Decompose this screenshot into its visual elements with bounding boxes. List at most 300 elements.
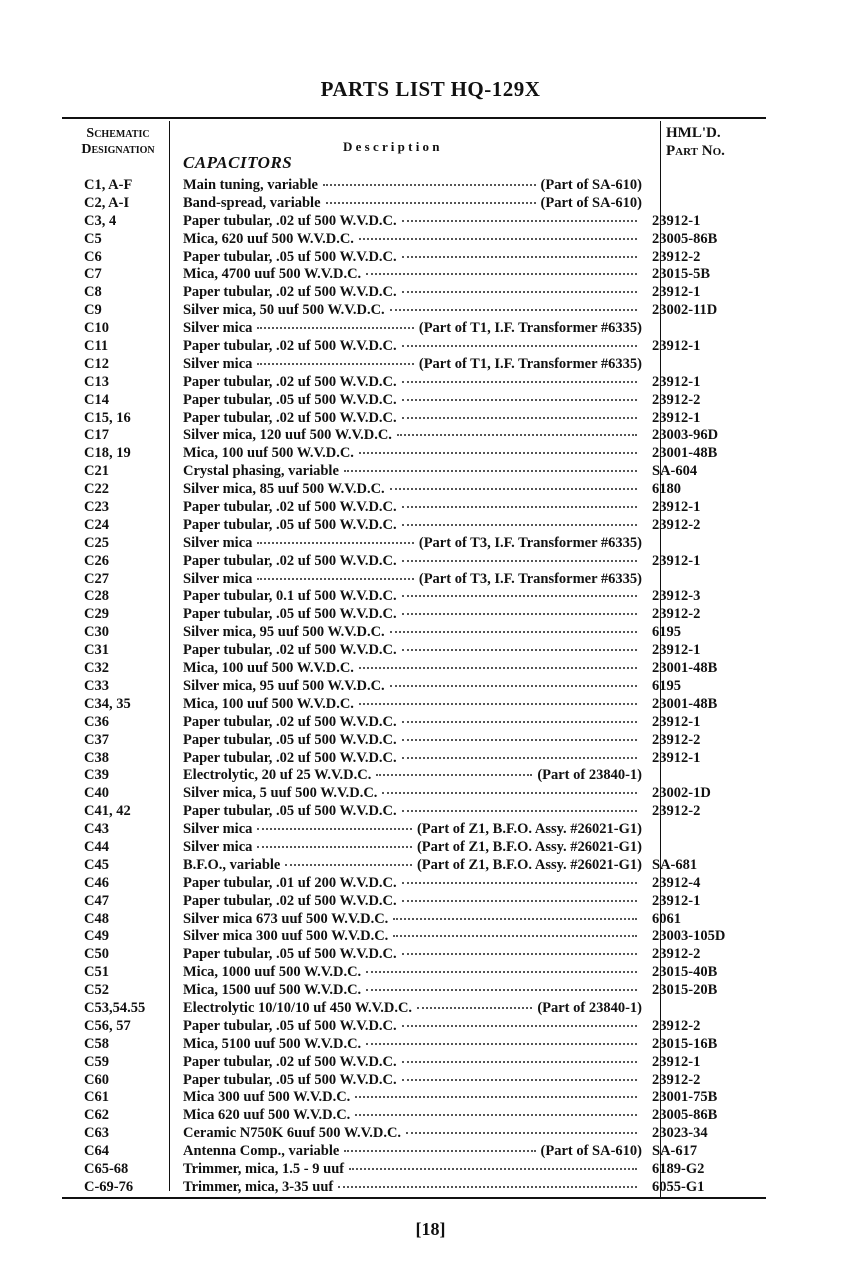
table-row (62, 588, 766, 606)
category-heading: CAPACITORS (183, 153, 293, 172)
designation-cell: C10 (84, 320, 109, 337)
description-text: Antenna Comp., variable (183, 1143, 340, 1160)
part-number-cell: 23912-1 (652, 642, 701, 659)
designation-cell: C30 (84, 624, 109, 641)
dot-leader (402, 810, 637, 812)
description-cell (170, 249, 648, 267)
dot-leader (344, 470, 637, 472)
designation-cell: C17 (84, 427, 109, 444)
description-text: Ceramic N750K 6uuf 500 W.V.D.C. (183, 1125, 402, 1142)
description-text: Paper tubular, .02 uf 500 W.V.D.C. (183, 373, 397, 390)
dot-leader (390, 488, 637, 490)
description-text: Mica, 100 uuf 500 W.V.D.C. (183, 660, 354, 677)
dot-leader (402, 291, 637, 293)
part-number-cell: 23912-1 (652, 409, 701, 426)
description-note: (Part of T3, I.F. Transformer #6335) (418, 534, 642, 551)
table-row (62, 266, 766, 284)
table-row (62, 320, 766, 338)
description-text: Mica, 5100 uuf 500 W.V.D.C. (183, 1035, 362, 1052)
part-number-cell (648, 195, 766, 213)
part-number-cell (648, 571, 766, 589)
dot-leader (402, 524, 637, 526)
table-row (62, 284, 766, 302)
table-row (62, 195, 766, 213)
part-number-cell: 23912-1 (652, 552, 701, 569)
dot-leader (417, 1007, 532, 1009)
description-text: Silver mica 300 uuf 500 W.V.D.C. (183, 928, 389, 945)
designation-cell: C1, A-F (84, 177, 133, 193)
part-number-cell: SA-604 (652, 463, 698, 480)
description-header: D e s c r i p t i o n (343, 139, 440, 154)
description-cell (170, 1161, 648, 1179)
designation-cell: C2, A-I (84, 194, 130, 211)
designation-cell: C44 (84, 838, 109, 855)
part-number-cell: 23912-2 (652, 1071, 701, 1088)
designation-cell: C61 (84, 1089, 109, 1106)
part-number-cell: 23005-86B (652, 1107, 718, 1124)
part-number-cell: 23912-4 (652, 874, 701, 891)
designation-header-line2: Designation (81, 142, 155, 157)
dot-leader (402, 345, 637, 347)
part-number-cell (648, 767, 766, 785)
table-row (62, 1143, 766, 1161)
table-row (62, 249, 766, 267)
table-row (62, 946, 766, 964)
designation-cell: C7 (84, 266, 102, 283)
description-note: (Part of SA-610) (540, 194, 642, 211)
description-note: (Part of Z1, B.F.O. Assy. #26021-G1) (416, 838, 642, 855)
parts-table (62, 177, 766, 1197)
dot-leader (402, 721, 637, 723)
dot-leader (355, 1114, 637, 1116)
part-number-cell: 23015-20B (652, 982, 718, 999)
table-row (62, 893, 766, 911)
part-number-cell: 23003-96D (652, 427, 719, 444)
table-row (62, 517, 766, 535)
table-row (62, 231, 766, 249)
part-number-cell: 23015-16B (652, 1035, 718, 1052)
part-number-cell (648, 1000, 766, 1018)
designation-cell: C31 (84, 642, 109, 659)
description-note: (Part of T1, I.F. Transformer #6335) (418, 320, 642, 337)
description-text: Paper tubular, .02 uf 500 W.V.D.C. (183, 409, 397, 426)
description-cell (170, 732, 648, 750)
description-cell (170, 893, 648, 911)
dot-leader (402, 1079, 637, 1081)
designation-cell: C12 (84, 355, 109, 372)
designation-header-line1: Schematic (86, 126, 150, 141)
dot-leader (406, 1132, 637, 1134)
dot-leader (366, 273, 637, 275)
description-text: Paper tubular, .02 uf 500 W.V.D.C. (183, 499, 397, 516)
designation-cell: C58 (84, 1035, 109, 1052)
dot-leader (257, 578, 413, 580)
description-cell (170, 463, 648, 481)
designation-cell: C33 (84, 677, 109, 694)
description-text: Paper tubular, .02 uf 500 W.V.D.C. (183, 552, 397, 569)
dot-leader (402, 1025, 637, 1027)
designation-cell: C13 (84, 373, 109, 390)
description-cell (170, 767, 648, 785)
description-cell (170, 553, 648, 571)
part-no-header (666, 124, 725, 160)
designation-cell: C62 (84, 1107, 109, 1124)
description-text: Paper tubular, .02 uf 500 W.V.D.C. (183, 212, 397, 229)
description-cell (170, 1143, 648, 1161)
dot-leader (390, 309, 637, 311)
description-cell (170, 928, 648, 946)
description-text: Mica, 620 uuf 500 W.V.D.C. (183, 230, 354, 247)
description-text: Paper tubular, .05 uf 500 W.V.D.C. (183, 248, 397, 265)
part-number-cell: 23912-1 (652, 499, 701, 516)
description-text: Paper tubular, .02 uf 500 W.V.D.C. (183, 284, 397, 301)
dot-leader (257, 363, 413, 365)
designation-cell: C45 (84, 856, 109, 873)
description-cell (170, 1089, 648, 1107)
part-number-cell: 23005-86B (652, 230, 718, 247)
designation-cell: C43 (84, 821, 109, 838)
designation-cell: C41, 42 (84, 803, 131, 820)
designation-cell: C14 (84, 391, 109, 408)
description-text: B.F.O., variable (183, 856, 281, 873)
description-text: Main tuning, variable (183, 177, 318, 193)
designation-cell: C65-68 (84, 1160, 129, 1177)
description-text: Silver mica, 50 uuf 500 W.V.D.C. (183, 302, 385, 319)
table-row (62, 213, 766, 231)
description-note: (Part of 23840-1) (537, 999, 642, 1016)
description-text: Mica, 100 uuf 500 W.V.D.C. (183, 445, 354, 462)
description-text: Band-spread, variable (183, 194, 321, 211)
designation-cell: C15, 16 (84, 409, 131, 426)
part-number-cell: 23001-48B (652, 445, 718, 462)
description-note: (Part of T1, I.F. Transformer #6335) (418, 355, 642, 372)
dot-leader (402, 757, 637, 759)
description-text: Silver mica (183, 320, 253, 337)
dot-leader (366, 1043, 637, 1045)
part-number-cell: 23912-2 (652, 391, 701, 408)
table-row (62, 964, 766, 982)
description-text: Silver mica 673 uuf 500 W.V.D.C. (183, 910, 389, 927)
description-cell (170, 1000, 648, 1018)
table-row (62, 767, 766, 785)
description-cell (170, 517, 648, 535)
dot-leader (355, 1096, 637, 1098)
part-number-cell: 23912-2 (652, 606, 701, 623)
dot-leader (338, 1186, 637, 1188)
part-number-cell: 6055-G1 (652, 1178, 705, 1195)
description-text: Trimmer, mica, 1.5 - 9 uuf (183, 1160, 345, 1177)
dot-leader (393, 918, 637, 920)
description-cell (170, 284, 648, 302)
description-cell (170, 445, 648, 463)
dot-leader (402, 900, 637, 902)
dot-leader (359, 452, 637, 454)
designation-cell: C50 (84, 946, 109, 963)
description-text: Silver mica, 95 uuf 500 W.V.D.C. (183, 677, 385, 694)
designation-cell: C22 (84, 481, 109, 498)
table-row (62, 785, 766, 803)
description-cell (170, 964, 648, 982)
dot-leader (366, 971, 637, 973)
description-cell (170, 696, 648, 714)
designation-cell: C27 (84, 570, 109, 587)
description-note: (Part of Z1, B.F.O. Assy. #26021-G1) (416, 821, 642, 838)
part-number-cell: 23002-1D (652, 785, 711, 802)
description-text: Paper tubular, 0.1 uf 500 W.V.D.C. (183, 588, 397, 605)
dot-leader (390, 685, 637, 687)
description-cell (170, 1054, 648, 1072)
description-text: Mica, 1500 uuf 500 W.V.D.C. (183, 982, 362, 999)
description-cell (170, 821, 648, 839)
description-cell (170, 410, 648, 428)
part-number-cell: 23912-1 (652, 373, 701, 390)
designation-cell: C18, 19 (84, 445, 131, 462)
part-number-cell: 23912-2 (652, 248, 701, 265)
table-row (62, 553, 766, 571)
dot-leader (397, 434, 637, 436)
table-row (62, 642, 766, 660)
designation-cell: C40 (84, 785, 109, 802)
part-number-cell: 23912-1 (652, 1053, 701, 1070)
part-number-cell: 23912-1 (652, 713, 701, 730)
designation-cell: C59 (84, 1053, 109, 1070)
table-row (62, 911, 766, 929)
part-number-cell: 23912-1 (652, 284, 701, 301)
table-row (62, 732, 766, 750)
table-row (62, 427, 766, 445)
table-row (62, 1036, 766, 1054)
dot-leader (349, 1168, 637, 1170)
part-number-cell: 23001-48B (652, 695, 718, 712)
part-number-cell (648, 356, 766, 374)
table-row (62, 982, 766, 1000)
description-cell (170, 642, 648, 660)
table-row (62, 606, 766, 624)
table-row (62, 821, 766, 839)
dot-leader (257, 828, 412, 830)
description-text: Silver mica (183, 355, 253, 372)
dot-leader (323, 184, 536, 186)
description-cell (170, 946, 648, 964)
dot-leader (359, 238, 637, 240)
designation-cell: C46 (84, 874, 109, 891)
description-text: Paper tubular, .01 uf 200 W.V.D.C. (183, 874, 397, 891)
description-text: Mica, 1000 uuf 500 W.V.D.C. (183, 964, 362, 981)
description-text: Mica, 4700 uuf 500 W.V.D.C. (183, 266, 362, 283)
designation-cell: C49 (84, 928, 109, 945)
description-cell (170, 356, 648, 374)
description-text: Silver mica, 5 uuf 500 W.V.D.C. (183, 785, 378, 802)
designation-cell: C6 (84, 248, 102, 265)
description-note: (Part of 23840-1) (537, 767, 642, 784)
designation-cell: C64 (84, 1143, 109, 1160)
designation-cell: C63 (84, 1125, 109, 1142)
designation-cell: C21 (84, 463, 109, 480)
description-text: Paper tubular, .02 uf 500 W.V.D.C. (183, 642, 397, 659)
description-cell (170, 427, 648, 445)
part-number-cell: 23003-105D (652, 928, 726, 945)
table-row (62, 1125, 766, 1143)
designation-cell: C-69-76 (84, 1178, 134, 1195)
description-cell (170, 839, 648, 857)
table-row (62, 714, 766, 732)
part-number-cell: 23912-1 (652, 338, 701, 355)
part-number-cell: 23912-1 (652, 892, 701, 909)
designation-cell: C28 (84, 588, 109, 605)
description-text: Paper tubular, .05 uf 500 W.V.D.C. (183, 1017, 397, 1034)
description-cell (170, 302, 648, 320)
part-header-line1: HML'D. (666, 125, 721, 141)
description-text: Paper tubular, .05 uf 500 W.V.D.C. (183, 1071, 397, 1088)
description-text: Paper tubular, .02 uf 500 W.V.D.C. (183, 749, 397, 766)
description-text: Trimmer, mica, 3-35 uuf (183, 1178, 334, 1195)
dot-leader (326, 202, 536, 204)
designation-cell: C11 (84, 338, 109, 355)
table-row (62, 928, 766, 946)
designation-cell: C60 (84, 1071, 109, 1088)
description-text: Paper tubular, .05 uf 500 W.V.D.C. (183, 516, 397, 533)
designation-cell: C38 (84, 749, 109, 766)
description-text: Paper tubular, .05 uf 500 W.V.D.C. (183, 946, 397, 963)
description-cell (170, 1125, 648, 1143)
designation-cell: C34, 35 (84, 695, 131, 712)
table-row (62, 803, 766, 821)
table-row (62, 624, 766, 642)
description-cell (170, 875, 648, 893)
designation-cell: C23 (84, 499, 109, 516)
part-number-cell: 6061 (652, 910, 681, 927)
table-row (62, 1179, 766, 1197)
description-text: Silver mica (183, 570, 253, 587)
description-text: Crystal phasing, variable (183, 463, 339, 480)
description-note: (Part of SA-610) (540, 1143, 642, 1160)
dot-leader (402, 595, 637, 597)
part-number-cell (648, 320, 766, 338)
table-row (62, 445, 766, 463)
table-row (62, 1107, 766, 1125)
part-number-cell: 23912-1 (652, 212, 701, 229)
dot-leader (257, 542, 413, 544)
description-cell (170, 588, 648, 606)
description-cell (170, 266, 648, 284)
dot-leader (402, 649, 637, 651)
table-row (62, 499, 766, 517)
description-text: Paper tubular, .02 uf 500 W.V.D.C. (183, 892, 397, 909)
table-row (62, 535, 766, 553)
description-text: Electrolytic, 20 uf 25 W.V.D.C. (183, 767, 372, 784)
bottom-rule (62, 1197, 766, 1199)
description-text: Paper tubular, .05 uf 500 W.V.D.C. (183, 803, 397, 820)
designation-cell: C24 (84, 516, 109, 533)
description-cell (170, 911, 648, 929)
description-text: Mica 620 uuf 500 W.V.D.C. (183, 1107, 351, 1124)
description-text: Paper tubular, .05 uf 500 W.V.D.C. (183, 606, 397, 623)
dot-leader (402, 256, 637, 258)
part-number-cell (648, 839, 766, 857)
part-number-cell: 23015-40B (652, 964, 718, 981)
part-number-cell: 23912-3 (652, 588, 701, 605)
table-row (62, 463, 766, 481)
dot-leader (402, 220, 637, 222)
designation-cell: C9 (84, 302, 102, 319)
dot-leader (402, 953, 637, 955)
designation-cell: C39 (84, 767, 109, 784)
dot-leader (285, 864, 412, 866)
description-cell (170, 195, 648, 213)
table-row (62, 678, 766, 696)
designation-cell: C3, 4 (84, 212, 117, 229)
designation-header (68, 126, 168, 158)
description-cell (170, 982, 648, 1000)
table-row (62, 1089, 766, 1107)
table-row (62, 410, 766, 428)
designation-cell: C37 (84, 731, 109, 748)
description-cell (170, 678, 648, 696)
table-row (62, 660, 766, 678)
part-number-cell: 23912-1 (652, 749, 701, 766)
part-number-cell: 6180 (652, 481, 681, 498)
table-row (62, 1018, 766, 1036)
designation-cell: C5 (84, 230, 102, 247)
dot-leader (402, 882, 637, 884)
description-text: Paper tubular, .02 uf 500 W.V.D.C. (183, 713, 397, 730)
description-text: Silver mica, 95 uuf 500 W.V.D.C. (183, 624, 385, 641)
designation-cell: C47 (84, 892, 109, 909)
part-number-cell: 23912-2 (652, 1017, 701, 1034)
dot-leader (402, 1061, 637, 1063)
dot-leader (393, 935, 637, 937)
dot-leader (359, 667, 637, 669)
table-row (62, 481, 766, 499)
table-row (62, 696, 766, 714)
description-note: (Part of T3, I.F. Transformer #6335) (418, 570, 642, 587)
part-header-line2: Part No. (666, 143, 725, 159)
designation-cell: C36 (84, 713, 109, 730)
part-number-cell: 23912-2 (652, 946, 701, 963)
dot-leader (402, 399, 637, 401)
description-cell (170, 1072, 648, 1090)
part-number-cell: 23015-5B (652, 266, 710, 283)
part-number-cell: 23023-34 (652, 1125, 708, 1142)
description-cell (170, 1107, 648, 1125)
table-row (62, 374, 766, 392)
description-cell (170, 624, 648, 642)
designation-cell: C52 (84, 982, 109, 999)
table-row (62, 857, 766, 875)
description-cell (170, 785, 648, 803)
dot-leader (344, 1150, 535, 1152)
designation-cell: C25 (84, 534, 109, 551)
table-row (62, 302, 766, 320)
table-row (62, 1072, 766, 1090)
description-text: Silver mica, 85 uuf 500 W.V.D.C. (183, 481, 385, 498)
description-text: Paper tubular, .05 uf 500 W.V.D.C. (183, 731, 397, 748)
description-text: Paper tubular, .05 uf 500 W.V.D.C. (183, 391, 397, 408)
designation-cell: C51 (84, 964, 109, 981)
description-cell (170, 392, 648, 410)
part-number-cell: 23912-2 (652, 516, 701, 533)
designation-cell: C56, 57 (84, 1017, 131, 1034)
part-number-cell: 6195 (652, 624, 681, 641)
description-note: (Part of SA-610) (540, 177, 642, 193)
description-cell (170, 857, 648, 875)
table-row (62, 750, 766, 768)
table-row (62, 338, 766, 356)
description-cell (170, 803, 648, 821)
part-number-cell: 23001-75B (652, 1089, 718, 1106)
description-cell (170, 750, 648, 768)
description-cell (170, 1179, 648, 1197)
